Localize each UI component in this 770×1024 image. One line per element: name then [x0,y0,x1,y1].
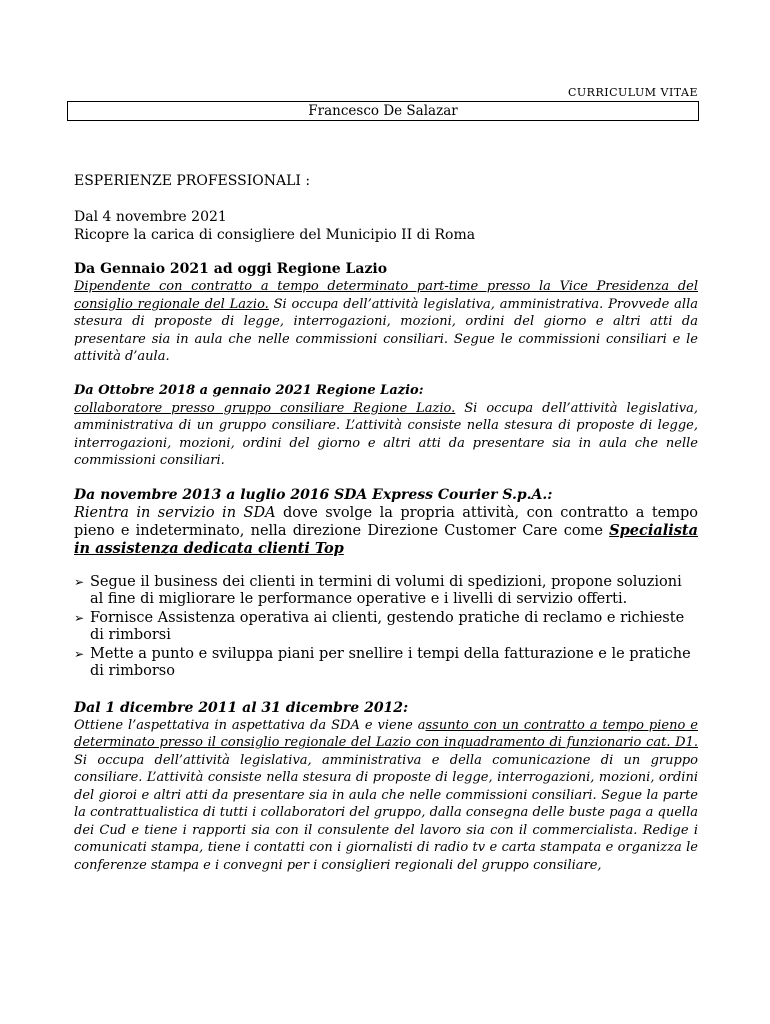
entry-text: Si occupa dell’attività legislativa, amministrativa di un gruppo consiliare. L’attività consiste nella stesura di proposte di legge, interrogazioni, mozioni, ordini del giorno e altri atti da presentare sia in aula che nelle commissioni consiliari. [74,400,698,468]
list-item-text: Fornisce Assistenza operativa ai clienti, gestendo pratiche di reclamo e richieste di rimborsi [90,609,685,643]
entry-text: Ricopre la carica di consigliere del Municipio II di Roma [74,227,476,243]
entry-text: dove svolge la propria attività, con contratto a tempo pieno e indeterminato, nella direzione Direzione Customer Care come [74,504,698,539]
entry-underlined-text: ssunto con un contratto a tempo pieno e determinato presso il consiglio regionale del Lazio con inquadramento di funzionario cat. D1. [74,717,698,750]
entry-role: Specialista in assistenza dedicata clienti Top [74,521,698,557]
cv-content [74,172,698,890]
experience-entry [74,382,698,470]
document-label: CURRICULUM VITAE [567,86,698,99]
entry-title: Da Gennaio 2021 ad oggi Regione Lazio [74,261,388,277]
entry-text-lead: Ottiene l’aspettativa in aspettativa da SDA e viene a [74,717,426,733]
entry-text: Si occupa dell’attività legislativa, amministrativa. Provvede alla stesura di proposte di legge, interrogazioni, mozioni, ordini del giorno e altri atti da presentare sia in aula che nelle commissioni consiliari. Segue le commissioni consiliari e le attività d’aula. [74,296,698,364]
arrowhead-bullet-icon: ➢ [74,646,85,661]
entry-description [74,278,698,366]
experience-entry [74,208,698,244]
entry-underlined-text: collaboratore presso gruppo consiliare Regione Lazio. [74,400,456,416]
entry-title: Dal 1 dicembre 2011 al 31 dicembre 2012: [74,699,409,716]
entry-description [74,504,698,558]
arrowhead-bullet-icon: ➢ [74,574,85,589]
list-item [74,646,698,681]
list-item-text: Segue il business dei clienti in termini di volumi di spedizioni, propone soluzioni al fine di migliorare le performance operative e i livelli di servizio offerti. [90,573,682,607]
entry-description [74,717,698,875]
experience-entry [74,699,698,875]
entry-title: Da novembre 2013 a luglio 2016 SDA Express Courier S.p.A.: [74,486,553,503]
experience-entry [74,486,698,681]
entry-text: Si occupa dell’attività legislativa, amministrativa e della comunicazione di un gruppo consiliare. L’attività consiste nella stesura di proposte di legge, interrogazioni, mozioni, ordini del gioroi e altri atti da presentare sia in aula che nelle commissioni consiliari. Segue la parte la contrattualistica di tutti i collaboratori del gruppo, dalla consegna delle buste paga a quella dei Cud e tiene i rapporti sia con il consulente del lavoro sia con il commercialista. Redige i comunicati stampa, tiene i contatti con i giornalisti di radio tv e carta stampata e organizza le conferenze stampa e i convegni per i consiglieri regionali del gruppo consiliare, [74,752,698,873]
entry-description [74,400,698,470]
person-name: Francesco De Salazar [308,103,458,119]
entry-underlined-text: Dipendente con contratto a tempo determinato part-time presso la Vice Presidenza del consiglio regionale del Lazio. [74,279,698,312]
list-item-text: Mette a punto e sviluppa piani per snellire i tempi della fatturazione e le pratiche di rimborso [90,645,691,679]
section-title: ESPERIENZE PROFESSIONALI : [74,173,311,189]
entry-title: Dal 4 novembre 2021 [74,209,227,225]
list-item [74,574,698,609]
bullet-list [74,574,698,681]
entry-italic-lead: Rientra in servizio in SDA [74,504,276,521]
list-item [74,610,698,645]
experience-entry [74,260,698,366]
name-header-box [67,101,699,121]
arrowhead-bullet-icon: ➢ [74,610,85,625]
entry-title: Da Ottobre 2018 a gennaio 2021 Regione Lazio: [74,382,424,398]
